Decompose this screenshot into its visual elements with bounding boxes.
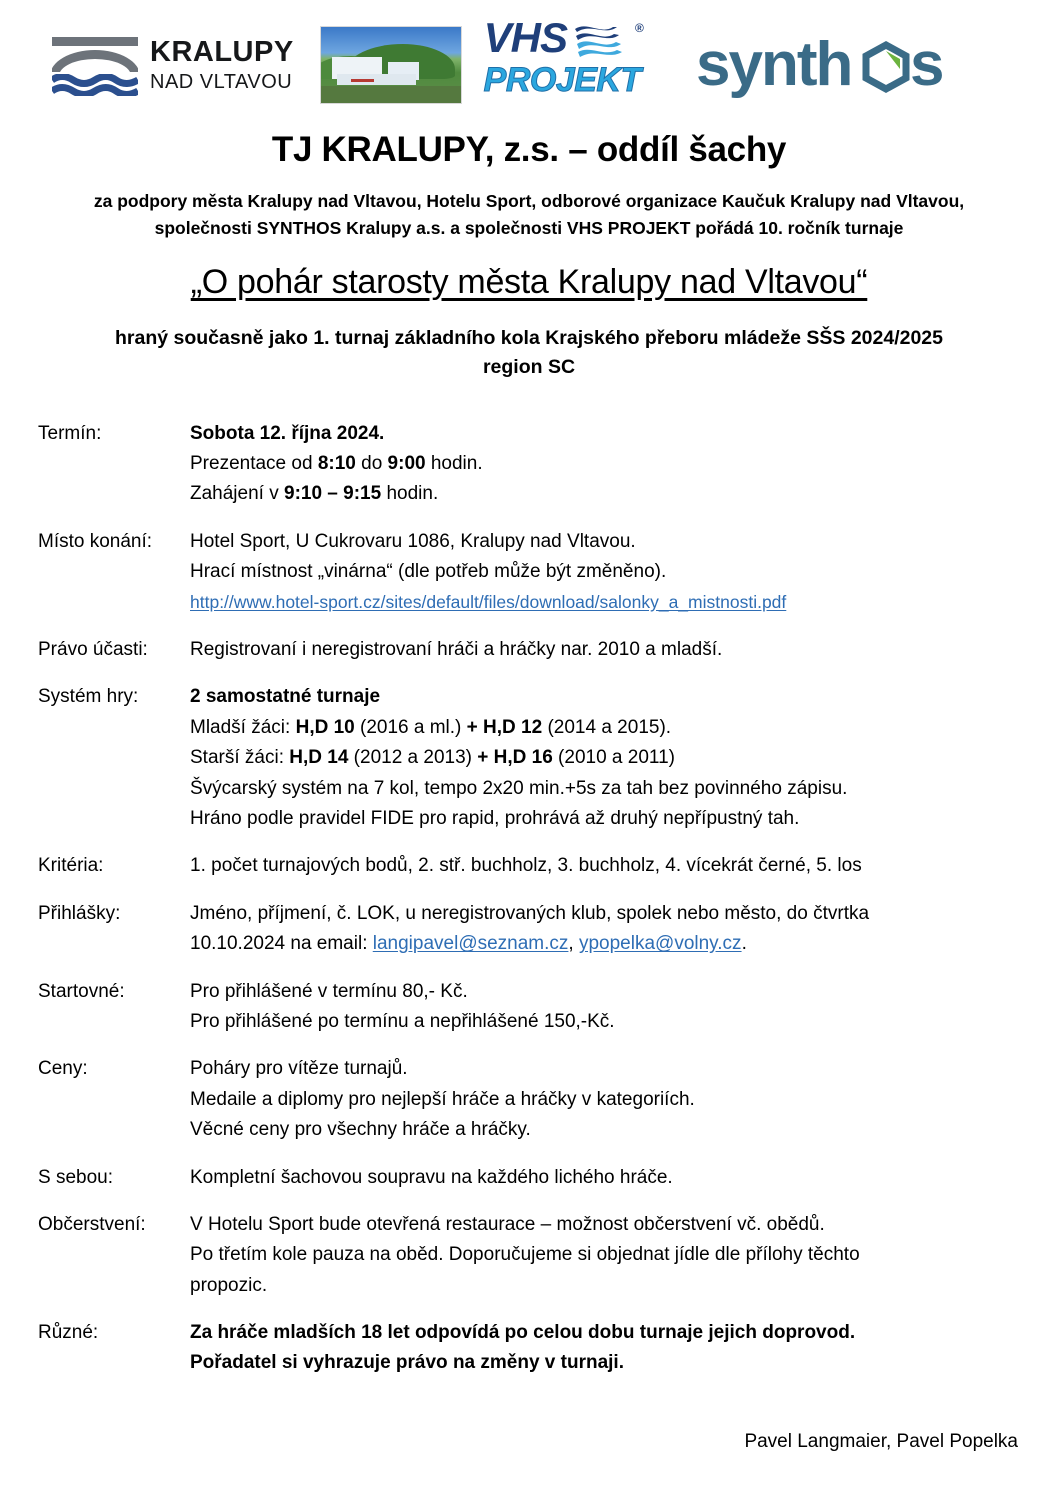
detail-row-misto-konani <box>38 527 1028 618</box>
system-cat-hd10: H,D 10 <box>295 716 355 738</box>
support-line-2: společnosti SYNTHOS Kralupy a.s. a společnosti VHS PROJEKT pořádá 10. ročník turnaje <box>154 217 904 238</box>
content-pravo-ucasti <box>190 635 1028 665</box>
termin-start-time: 9:10 – 9:15 <box>284 483 382 505</box>
signature: Pavel Langmaier, Pavel Popelka <box>744 1430 1018 1452</box>
system-cat-hd14: H,D 14 <box>289 747 349 769</box>
system-hd14-years: (2012 a 2013) <box>348 747 478 769</box>
kralupy-logo <box>52 34 294 96</box>
registration-deadline-prefix: 10.10.2024 na email: <box>190 933 373 955</box>
system-hd16-years: (2010 a 2011) <box>552 747 675 769</box>
registration-email-separator: , <box>568 933 579 955</box>
misc-supervision: Za hráče mladších 18 let odpovídá po celou dobu turnaje jejich doprovod. <box>190 1322 856 1344</box>
termin-date: Sobota 12. října 2024. <box>190 422 385 444</box>
content-termin <box>190 419 1028 510</box>
synthos-logo <box>696 30 996 100</box>
svg-text:s: s <box>909 30 943 99</box>
content-misto-konani <box>190 527 1028 618</box>
detail-row-pravo-ucasti <box>38 635 1028 665</box>
label-prihlasky: Přihlášky: <box>38 902 121 924</box>
termin-presentation-suffix: hodin. <box>425 453 483 475</box>
content-startovne <box>190 977 1028 1038</box>
page-title: TJ KRALUPY, z.s. – oddíl šachy <box>271 130 787 169</box>
venue-floorplan-link[interactable]: http://www.hotel-sport.cz/sites/default/files/download/salonky_a_mistnosti.pdf <box>190 591 787 612</box>
kralupy-logo-title: KRALUPY <box>150 36 294 68</box>
termin-start-suffix: hodin. <box>381 483 439 505</box>
termin-presentation-to: 9:00 <box>387 453 426 475</box>
tournament-subtitle-line-1: hraný současně jako 1. turnaj základního kola Krajského přeboru mládeže SŠS 2024/2025 <box>115 327 943 350</box>
wave-icon <box>52 74 138 96</box>
system-hd10-years: (2016 a ml.) <box>354 716 467 738</box>
kralupy-logo-subtitle: NAD VLTAVOU <box>150 71 293 93</box>
prize-gifts: Věcné ceny pro všechny hráče a hráčky. <box>190 1119 531 1141</box>
system-younger-prefix: Mladší žáci: <box>190 716 296 738</box>
venue-address: Hotel Sport, U Cukrovaru 1086, Kralupy nad Vltavou. <box>190 530 636 552</box>
hotel-sport-photo <box>320 26 462 104</box>
system-fide-rules: Hráno podle pravidel FIDE pro rapid, prohrává až druhý nepřípustný tah. <box>190 807 800 829</box>
content-ruzne <box>190 1318 1028 1379</box>
refreshments-continued: propozic. <box>190 1274 268 1296</box>
label-obcerstveni: Občerstvení: <box>38 1213 146 1235</box>
bring-equipment: Kompletní šachovou soupravu na každého lichého hráče. <box>190 1166 673 1188</box>
tournament-name <box>0 263 1058 302</box>
details-list <box>0 419 1058 1379</box>
termin-presentation-from: 8:10 <box>317 453 356 475</box>
system-cat-hd16: + H,D 16 <box>477 747 553 769</box>
termin-presentation-mid: do <box>355 453 388 475</box>
support-line-1: za podpory města Kralupy nad Vltavou, Hotelu Sport, odborové organizace Kaučuk Kralupy nad Vltavou, <box>93 191 965 211</box>
vhs-wave-flag-icon <box>573 21 629 61</box>
registration-email-period: . <box>741 933 747 955</box>
detail-row-system-hry <box>38 682 1028 834</box>
fee-on-time: Pro přihlášené v termínu 80,- Kč. <box>190 980 468 1002</box>
venue-room: Hrací místnost „vinárna“ (dle potřeb může být změněno). <box>190 561 667 583</box>
sponsor-logo-band <box>0 0 1058 112</box>
termin-start-prefix: Zahájení v <box>190 483 284 505</box>
label-startovne: Startovné: <box>38 980 125 1002</box>
content-kriteria <box>190 851 1028 881</box>
detail-row-startovne <box>38 977 1028 1038</box>
content-system-hry <box>190 682 1028 834</box>
eligibility-text: Registrovaní i neregistrovaní hráči a hráčky nar. 2010 a mladší. <box>190 639 723 661</box>
label-system-hry: Systém hry: <box>38 686 139 708</box>
system-older-prefix: Starší žáci: <box>190 747 290 769</box>
label-misto-konani: Místo konání: <box>38 530 153 552</box>
registration-email-1[interactable]: langipavel@seznam.cz <box>372 933 569 955</box>
registration-email-2[interactable]: ypopelka@volny.cz <box>578 933 742 955</box>
kralupy-bridge-waves-icon <box>52 34 138 96</box>
detail-row-ceny <box>38 1054 1028 1145</box>
svg-text:synth: synth <box>695 30 852 99</box>
detail-row-ruzne <box>38 1318 1028 1379</box>
label-ceny: Ceny: <box>38 1058 88 1080</box>
detail-row-termin <box>38 419 1028 510</box>
label-pravo-ucasti: Právo účasti: <box>38 639 148 661</box>
refreshments-lunch-break: Po třetím kole pauza na oběd. Doporučujeme si objednat jídle dle přílohy těchto <box>190 1244 860 1266</box>
content-obcerstveni <box>190 1210 1028 1301</box>
system-swiss-format: Švýcarský systém na 7 kol, tempo 2x20 min.+5s za tah bez povinného zápisu. <box>190 777 848 799</box>
termin-presentation-prefix: Prezentace od <box>190 453 318 475</box>
detail-row-s-sebou <box>38 1163 1028 1193</box>
content-ceny <box>190 1054 1028 1145</box>
registered-trademark-icon: ® <box>635 21 644 35</box>
vhs-logo-line2: PROJEKT <box>483 61 641 99</box>
tiebreak-criteria: 1. počet turnajových bodů, 2. stř. buchholz, 3. buchholz, 4. vícekrát černé, 5. los <box>190 855 862 877</box>
detail-row-kriteria <box>38 851 1028 881</box>
vhs-logo-line1: VHS <box>483 14 568 61</box>
system-cat-hd12: + H,D 12 <box>466 716 543 738</box>
registration-requirements: Jméno, příjmení, č. LOK, u neregistrovaných klub, spolek nebo město, do čtvrtka <box>190 902 870 924</box>
vhs-projekt-logo <box>483 14 680 111</box>
content-s-sebou <box>190 1163 1028 1193</box>
fee-late: Pro přihlášené po termínu a nepřihlášené 150,-Kč. <box>190 1010 615 1032</box>
label-termin: Termín: <box>38 422 102 444</box>
label-ruzne: Různé: <box>38 1322 99 1344</box>
system-two-tournaments: 2 samostatné turnaje <box>190 686 381 708</box>
content-prihlasky <box>190 899 1028 960</box>
support-statement <box>60 188 998 241</box>
prize-cups: Poháry pro vítěze turnajů. <box>190 1058 408 1080</box>
tournament-subtitle-line-2: region SC <box>482 356 576 379</box>
tournament-name-text: „O pohár starosty města Kralupy nad Vltavou“ <box>190 263 868 302</box>
detail-row-obcerstveni <box>38 1210 1028 1301</box>
synthos-wordmark-icon <box>696 29 996 101</box>
label-s-sebou: S sebou: <box>38 1166 113 1188</box>
tournament-subtitle <box>48 324 1010 383</box>
refreshments-restaurant: V Hotelu Sport bude otevřená restaurace – možnost občerstvení vč. obědů. <box>190 1213 825 1235</box>
detail-row-prihlasky <box>38 899 1028 960</box>
misc-organizer-rights: Pořadatel si vyhrazuje právo na změny v turnaji. <box>190 1352 624 1374</box>
system-hd12-years: (2014 a 2015). <box>542 716 672 738</box>
label-kriteria: Kritéria: <box>38 855 104 877</box>
prize-medals: Medaile a diplomy pro nejlepší hráče a hráčky v kategoriích. <box>190 1088 695 1110</box>
